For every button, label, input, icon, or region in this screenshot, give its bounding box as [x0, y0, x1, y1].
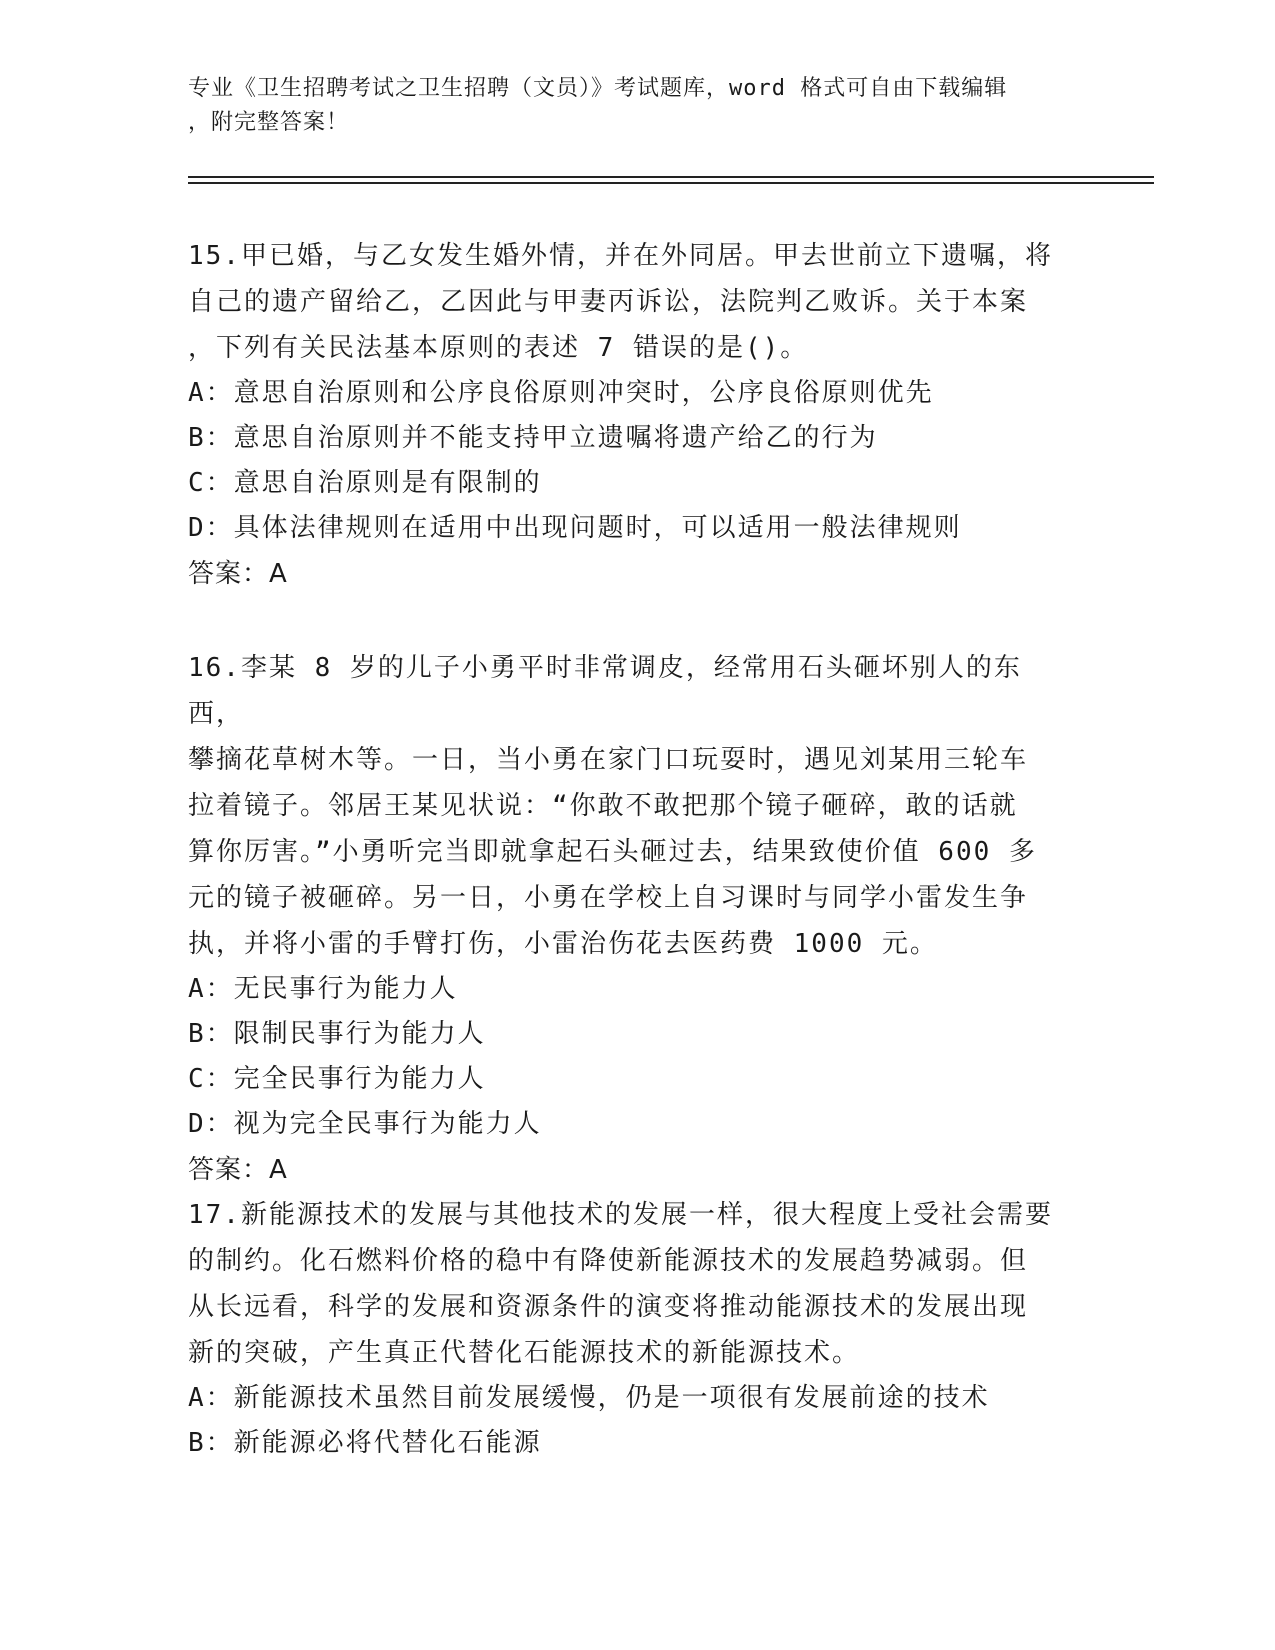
stem-line: ，下列有关民法基本原则的表述 7 错误的是()。 — [188, 333, 809, 363]
answer-label: 答案：A — [188, 559, 288, 589]
question-stem — [188, 645, 1068, 967]
stem-line: 拉着镜子。邻居王某见状说：“你敢不敢把那个镜子砸碎，敢的话就 — [188, 791, 1018, 821]
option-b: B：新能源必将代替化石能源 — [188, 1428, 542, 1458]
header-divider-top — [188, 176, 1154, 178]
option-b: B：限制民事行为能力人 — [188, 1019, 486, 1049]
question-16 — [188, 645, 1068, 1193]
option-d: D：视为完全民事行为能力人 — [188, 1109, 542, 1139]
option-c: C：意思自治原则是有限制的 — [188, 468, 542, 498]
question-stem — [188, 1192, 1068, 1376]
question-17 — [188, 1192, 1068, 1466]
stem-line: 16.李某 8 岁的儿子小勇平时非常调皮，经常用石头砸坏别人的东西， — [188, 653, 1022, 729]
document-header — [188, 72, 1088, 140]
stem-line: 攀摘花草树木等。一日，当小勇在家门口玩耍时，遇见刘某用三轮车 — [188, 745, 1029, 775]
stem-line: 新的突破，产生真正代替化石能源技术的新能源技术。 — [188, 1338, 861, 1368]
stem-line: 的制约。化石燃料价格的稳中有降使新能源技术的发展趋势减弱。但 — [188, 1246, 1029, 1276]
option-d: D：具体法律规则在适用中出现问题时，可以适用一般法律规则 — [188, 513, 962, 543]
header-line-2: ，附完整答案！ — [188, 110, 350, 135]
option-b: B：意思自治原则并不能支持甲立遗嘱将遗产给乙的行为 — [188, 423, 878, 453]
stem-line: 元的镜子被砸碎。另一日，小勇在学校上自习课时与同学小雷发生争 — [188, 883, 1029, 913]
stem-line: 执，并将小雷的手臂打伤，小雷治伤花去医药费 1000 元。 — [188, 929, 938, 959]
option-a: A：意思自治原则和公序良俗原则冲突时，公序良俗原则优先 — [188, 378, 934, 408]
question-stem — [188, 233, 1068, 371]
stem-line: 算你厉害。”小勇听完当即就拿起石头砸过去，结果致使价值 600 多 — [188, 837, 1037, 867]
question-15 — [188, 233, 1068, 597]
option-a: A：新能源技术虽然目前发展缓慢，仍是一项很有发展前途的技术 — [188, 1383, 990, 1413]
stem-line: 自己的遗产留给乙，乙因此与甲妻丙诉讼，法院判乙败诉。关于本案 — [188, 287, 1029, 317]
header-line-1: 专业《卫生招聘考试之卫生招聘（文员）》考试题库，word 格式可自由下载编辑 — [188, 76, 1008, 101]
option-a: A：无民事行为能力人 — [188, 974, 458, 1004]
stem-line: 15.甲已婚，与乙女发生婚外情，并在外同居。甲去世前立下遗嘱，将 — [188, 241, 1053, 271]
option-c: C：完全民事行为能力人 — [188, 1064, 486, 1094]
stem-line: 17.新能源技术的发展与其他技术的发展一样，很大程度上受社会需要 — [188, 1200, 1053, 1230]
answer-label: 答案：A — [188, 1155, 288, 1185]
header-divider-bottom — [188, 182, 1154, 184]
stem-line: 从长远看，科学的发展和资源条件的演变将推动能源技术的发展出现 — [188, 1292, 1029, 1322]
